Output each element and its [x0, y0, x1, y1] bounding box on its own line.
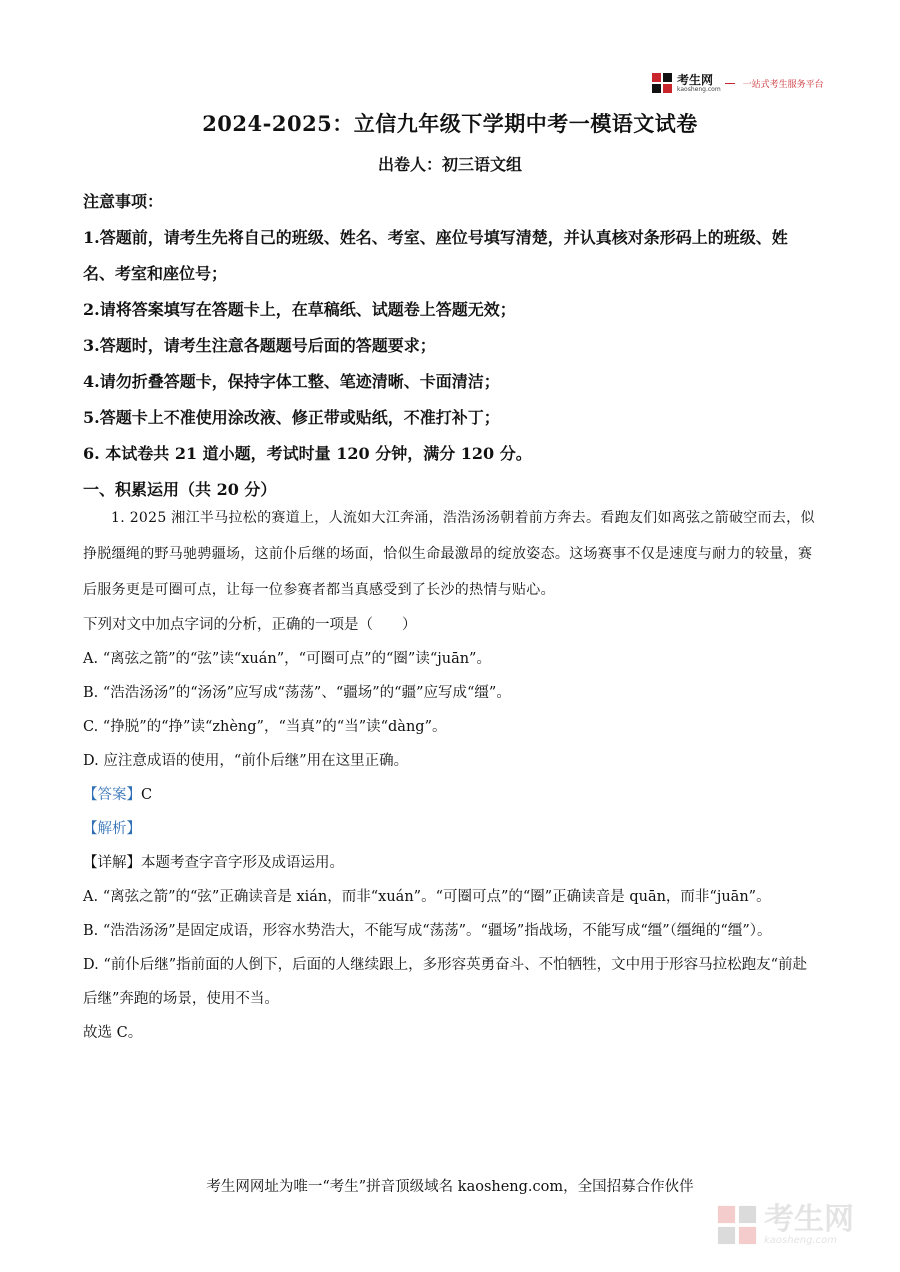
- option-c: C. “挣脱”的“挣”读“zhèng”，“当真”的“当”读“dàng”。: [83, 719, 447, 735]
- notice-item: 6. 本试卷共 21 道小题，考试时量 120 分钟，满分 120 分。: [83, 444, 532, 463]
- answer-value: C: [141, 787, 153, 803]
- analysis-label: 【解析】: [83, 821, 141, 837]
- kaosheng-logo-icon: [651, 72, 673, 94]
- analysis-line: 【详解】本题考查字音字形及成语运用。: [83, 855, 344, 871]
- analysis-line: D. “前仆后继”指前面的人倒下，后面的人继续跟上，多形容英勇奋斗、不怕牺牲，文中用于形容马拉松跑友“前赴后继”奔跑的场景，使用不当。: [83, 957, 808, 1007]
- logo-slogan: 一站式考生服务平台: [742, 79, 824, 90]
- watermark-name: 考生网: [764, 1201, 854, 1237]
- watermark: [716, 1201, 854, 1246]
- logo-divider: [725, 83, 735, 84]
- option-b: B. “浩浩汤汤”的“汤汤”应写成“荡荡”、“疆场”的“疆”应写成“缰”。: [83, 685, 511, 701]
- exam-author: 出卷人：初三语文组: [377, 155, 522, 174]
- notice-section: [83, 184, 818, 508]
- option-d: D. 应注意成语的使用，“前仆后继”用在这里正确。: [83, 753, 409, 769]
- option-a: A. “离弦之箭”的“弦”读“xuán”，“可圈可点”的“圈”读“juān”。: [83, 651, 491, 667]
- logo-name: 考生网: [677, 72, 714, 87]
- logo-domain: kaosheng.com: [677, 85, 721, 93]
- notice-item: 2.请将答案填写在答题卡上，在草稿纸、试题卷上答题无效；: [83, 300, 516, 319]
- analysis-line: B. “浩浩汤汤”是固定成语，形容水势浩大，不能写成“荡荡”。“疆场”指战场，不能写成“缰”（缰绳的“缰”）。: [83, 923, 772, 939]
- notice-heading: 注意事项：: [83, 192, 164, 211]
- question-passage: 1. 2025 湘江半马拉松的赛道上，人流如大江奔涌，浩浩汤汤朝着前方奔去。看跑友们如离弦之箭破空而去，似挣脱缰绳的野马驰骋疆场，这前仆后继的场面，恰似生命最激昂的绽放姿态。这场赛事不仅是速度与耐力的较量，赛后服务更是可圈可点，让每一位参赛者都当真感受到了长沙的热情与贴心。: [83, 510, 815, 598]
- watermark-logo-icon: [716, 1204, 758, 1246]
- answer-label: 【答案】: [83, 787, 141, 803]
- analysis-line: 故选 C。: [83, 1025, 143, 1041]
- question-stem: 下列对文中加点字词的分析，正确的一项是（ ）: [83, 617, 417, 633]
- question-1: [83, 500, 818, 1050]
- page-footer: 考生网网址为唯一“考生”拼音顶级域名 kaosheng.com，全国招募合作伙伴: [206, 1179, 694, 1195]
- brand-logo: [651, 72, 824, 94]
- notice-item: 4.请勿折叠答题卡，保持字体工整、笔迹清晰、卡面清洁；: [83, 372, 500, 391]
- page-title: 2024-2025：立信九年级下学期中考一模语文试卷: [202, 111, 698, 136]
- notice-item: 1.答题前，请考生先将自己的班级、姓名、考室、座位号填写清楚，并认真核对条形码上的班级、姓名、考室和座位号；: [83, 228, 788, 283]
- notice-item: 5.答题卡上不准使用涂改液、修正带或贴纸，不准打补丁；: [83, 408, 500, 427]
- answer-line: [83, 778, 818, 812]
- notice-item: 3.答题时，请考生注意各题题号后面的答题要求；: [83, 336, 436, 355]
- section-heading: 一、积累运用（共 20 分）: [83, 480, 277, 499]
- analysis-line: A. “离弦之箭”的“弦”正确读音是 xián，而非“xuán”。“可圈可点”的“圈”正确读音是 quān，而非“juān”。: [83, 889, 771, 905]
- watermark-domain: kaosheng.com: [764, 1234, 837, 1246]
